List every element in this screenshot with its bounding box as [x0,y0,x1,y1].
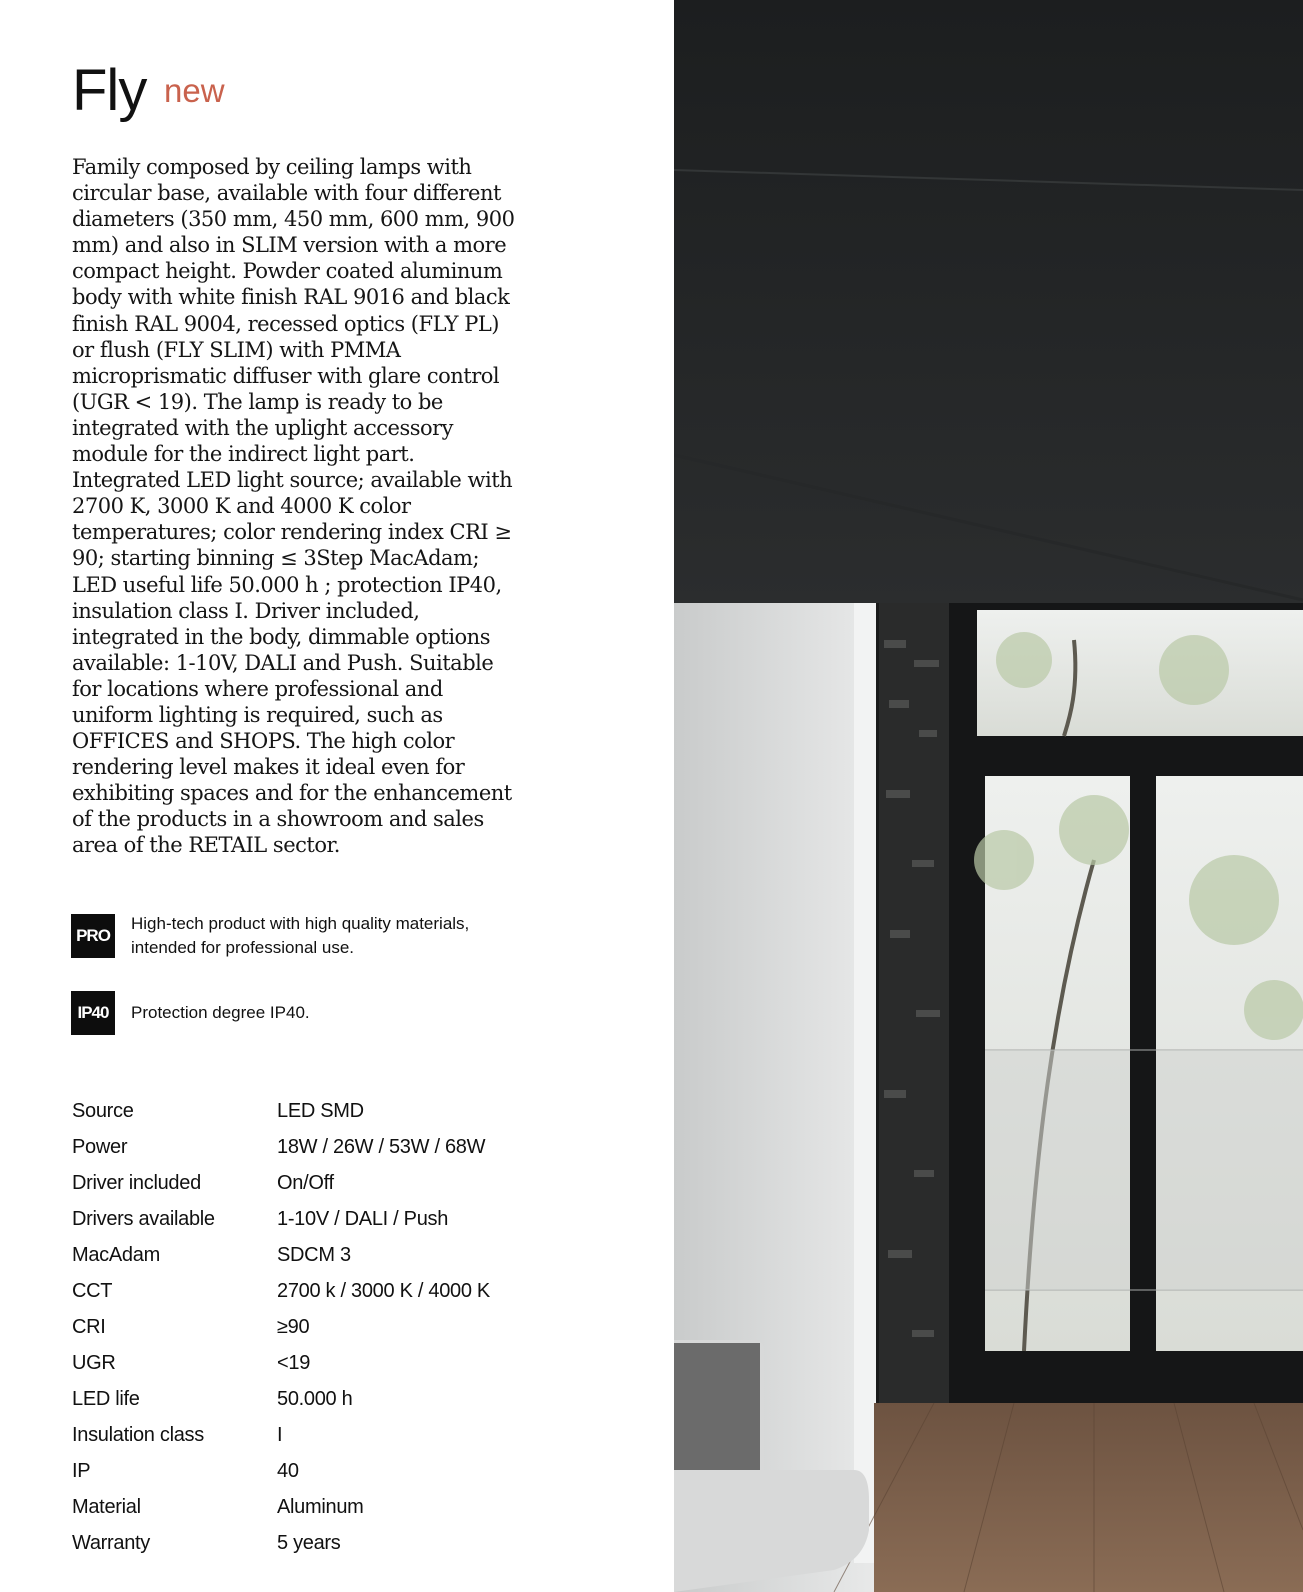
new-tag: new [164,72,225,109]
pro-feature [71,912,511,960]
spec-row [72,1345,542,1381]
spec-key: Warranty [72,1531,150,1554]
spec-table [72,1093,542,1561]
title-block [72,58,225,123]
ip40-feature [71,991,511,1035]
spec-row [72,1309,542,1345]
pro-feature-text: High-tech product with high quality materials, intended for professional use. [131,914,470,957]
spec-key: UGR [72,1351,116,1374]
spec-key: Power [72,1135,128,1158]
spec-value: SDCM 3 [277,1243,351,1266]
spec-value: <19 [277,1351,311,1374]
spec-key: Source [72,1099,134,1122]
spec-key: MacAdam [72,1243,160,1266]
spec-value: 1-10V / DALI / Push [277,1207,449,1230]
wooden-floor [874,1403,1303,1592]
interior-photo [674,0,1303,1592]
spec-row [72,1273,542,1309]
spec-row [72,1165,542,1201]
spec-key: IP [72,1459,91,1482]
spec-value: On/Off [277,1171,334,1194]
spec-value: 50.000 h [277,1387,353,1410]
spec-value: I [277,1423,283,1446]
spec-key: Material [72,1495,141,1518]
concrete-ceiling [674,0,1303,603]
spec-value: 40 [277,1459,299,1482]
spec-key: CRI [72,1315,106,1338]
spec-key: Driver included [72,1171,201,1194]
product-title: Fly [72,58,147,123]
pro-badge-icon: PRO [71,914,115,958]
ip40-feature-text: Protection degree IP40. [131,1003,310,1022]
spec-value: 18W / 26W / 53W / 68W [277,1135,486,1158]
product-description: Family composed by ceiling lamps with circular base, available with four different diameters (350 mm, 450 mm, 600 mm, 900 mm) and also in SLIM version with a more compact height. Powder coated aluminum body with white finish RAL 9016 and black finish RAL 9004, recessed optics (FLY PL) or flush (FLY SLIM) with PMMA microprismatic diffuser with glare control (UGR < 19). The lamp is ready to be integrated with the uplight accessory module for the indirect light part. Integrated LED light source; available with 2700 K, 3000 K and 4000 K color temperatures; color rendering index CRI ≥ 90; starting binning ≤ 3Step MacAdam; LED useful life 50.000 h ; protection IP40, insulation class I. Driver included, integrated in the body, dimmable options available: 1-10V, DALI and Push. Suitable for locations where professional and uniform lighting is required, such as OFFICES and SHOPS. The high color rendering level makes it ideal even for exhibiting spaces and for the enhancement of the products in a showroom and sales area of the RETAIL sector. [72,155,515,858]
spec-key: CCT [72,1279,113,1302]
brick-column [879,603,949,1403]
spec-row [72,1093,542,1129]
spec-row [72,1237,542,1273]
spec-row [72,1381,542,1417]
room-photo-illustration [674,0,1303,1592]
spec-row [72,1417,542,1453]
spec-row [72,1201,542,1237]
spec-key: LED life [72,1387,140,1410]
spec-key: Drivers available [72,1207,215,1230]
spec-value: LED SMD [277,1099,364,1122]
spec-value: Aluminum [277,1495,364,1518]
spec-value: ≥90 [277,1315,310,1338]
spec-row [72,1525,542,1561]
spec-value: 2700 k / 3000 K / 4000 K [277,1279,490,1302]
ip40-badge-icon: IP40 [71,991,115,1035]
spec-value: 5 years [277,1531,341,1554]
spec-row [72,1129,542,1165]
spec-key: Insulation class [72,1423,204,1446]
spec-row [72,1453,542,1489]
spec-row [72,1489,542,1525]
